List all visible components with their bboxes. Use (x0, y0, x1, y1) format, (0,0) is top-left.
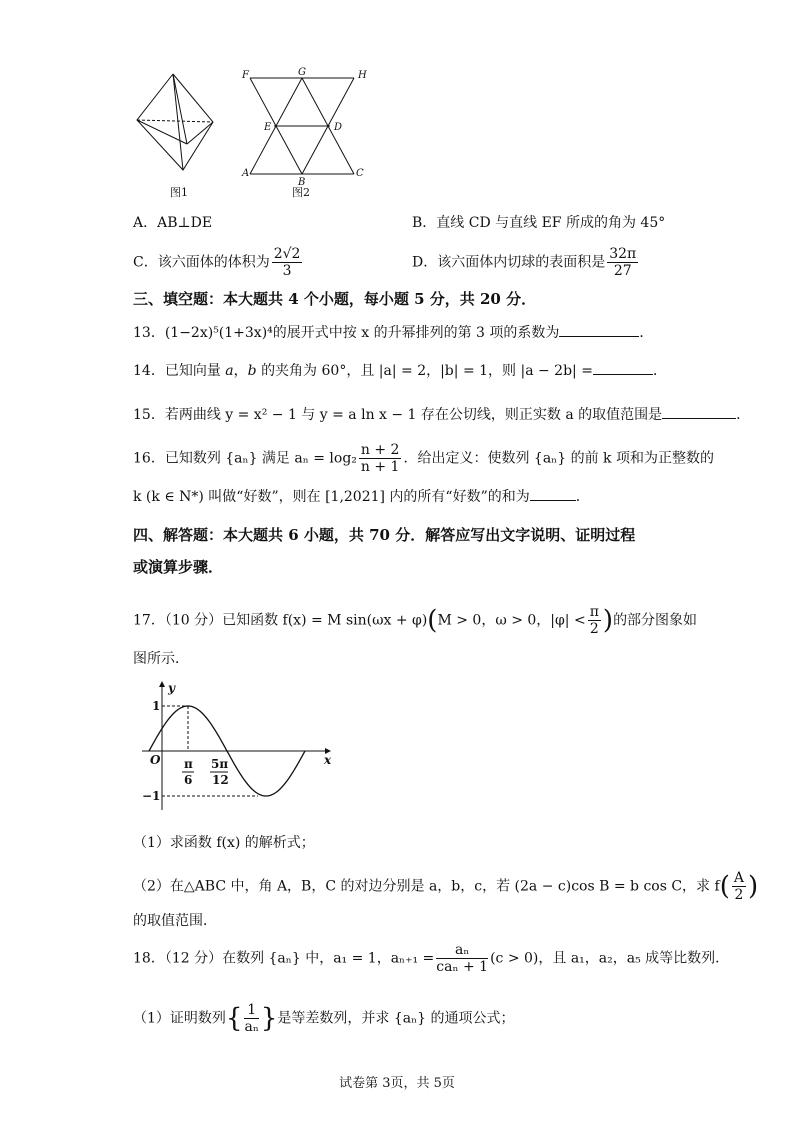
figure-2-diagram (238, 66, 378, 186)
option-c-fraction: $\frac{2√2}{3}$ (273, 246, 301, 279)
question-17-sub1: （1）求函数 f(x) 的解析式； (133, 835, 315, 851)
label-G: G (298, 67, 306, 78)
section-4-heading-line2: 或演算步骤． (133, 558, 224, 576)
question-17-line2: 图所示． (133, 651, 189, 667)
graph-label-origin: O (150, 753, 161, 767)
figure-2-caption: 图2 (292, 186, 310, 199)
label-B: B (298, 177, 306, 186)
question-16-line2: k (k ∈ N*) 叫做“好数”，则在 [1,2021] 内的所有“好数”的和为 ． (133, 486, 590, 508)
label-F: F (242, 70, 249, 81)
graph-label-twelve: 12 (212, 773, 229, 787)
page-footer: 试卷第 3页，共 5页 (339, 1076, 455, 1091)
option-b: B．直线 CD 与直线 EF 所成的角为 45° (412, 215, 666, 231)
q16-blank (530, 486, 576, 501)
q17-fraction: $\frac{\pi}{2}$ (589, 604, 599, 637)
label-C: C (356, 168, 364, 179)
q16-fraction: $\frac{n + 2}{n + 1}$ (360, 442, 400, 475)
q18-sub1-fraction: $\frac{1}{\text{aₙ}}$ (244, 1002, 259, 1035)
graph-label-y: y (168, 681, 175, 695)
question-18: 18．（12 分）在数列 {aₙ} 中，a₁ = 1，aₙ₊₁ = $\frac{\text{aₙ}}{\text{caₙ + 1}}$ (c > 0)，且 a₁，a₂，a₅ 成等比数列． (133, 942, 730, 975)
option-d: D．该六面体内切球的表面积是 $\frac{32\pi}{27}$ (412, 246, 637, 279)
q13-blank (559, 322, 639, 337)
question-15: 15．若两曲线 y = x² − 1 与 y = a ln x − 1 存在公切线，则正实数 a 的取值范围是 ． (133, 404, 750, 426)
q18-fraction: $\frac{\text{aₙ}}{\text{caₙ + 1}}$ (436, 942, 489, 975)
graph-label-x: x (324, 753, 332, 767)
graph-label-pi: π (184, 757, 193, 771)
option-c: C．该六面体的体积为 $\frac{2√2}{3}$ (133, 246, 301, 279)
question-13: 13．(1−2x)⁵(1+3x)⁴的展开式中按 x 的升幂排列的第 3 项的系数为 ． (133, 322, 653, 344)
q14-blank (593, 360, 653, 375)
label-A: A (242, 168, 250, 179)
option-d-fraction: $\frac{32\pi}{27}$ (609, 246, 637, 279)
figure-1-caption: 图1 (170, 186, 188, 199)
graph-label-neg-one: −1 (142, 789, 161, 803)
question-18-sub1: （1）证明数列{ $\frac{1}{\text{aₙ}}$ }是等差数列，并求 {aₙ} 的通项公式； (133, 1002, 515, 1035)
graph-label-one: 1 (152, 699, 161, 713)
question-17: 17．（10 分）已知函数 f(x) = M sin(ωx + φ)(M > 0，ω > 0，|φ| < $\frac{\pi}{2}$ )的部分图象如 (133, 604, 698, 637)
figure-1-diagram (133, 72, 233, 182)
option-a: A．AB⊥DE (133, 215, 213, 231)
sine-graph (140, 678, 340, 814)
q17-sub2-fraction: $\frac{A}{2}$ (733, 870, 744, 903)
question-17-sub2: （2）在△ABC 中，角 A，B，C 的对边分别是 a，b，c，若 (2a − c)cos B = b cos C，求 f( $\frac{A}{2}$ ) (133, 870, 759, 903)
label-H: H (358, 70, 367, 81)
graph-label-5pi: 5π (211, 757, 229, 771)
q15-blank (662, 404, 736, 419)
label-D: D (334, 122, 343, 133)
label-E: E (264, 122, 272, 133)
question-16: 16．已知数列 {aₙ} 满足 aₙ = log₂ $\frac{n + 2}{n + 1}$ ．给出定义：使数列 {aₙ} 的前 k 项和为正整数的 (133, 442, 714, 475)
section-3-heading: 三、填空题：本大题共 4 个小题，每小题 5 分，共 20 分． (133, 290, 537, 308)
graph-label-six: 6 (184, 773, 193, 787)
question-14: 14．已知向量 a，b 的夹角为 60°，且 |a| = 2，|b| = 1，则 |a − 2b| = ． (133, 360, 667, 382)
section-4-heading: 四、解答题：本大题共 6 小题，共 70 分．解答应写出文字说明、证明过程 (133, 526, 636, 544)
question-17-sub2-line2: 的取值范围． (133, 913, 217, 929)
